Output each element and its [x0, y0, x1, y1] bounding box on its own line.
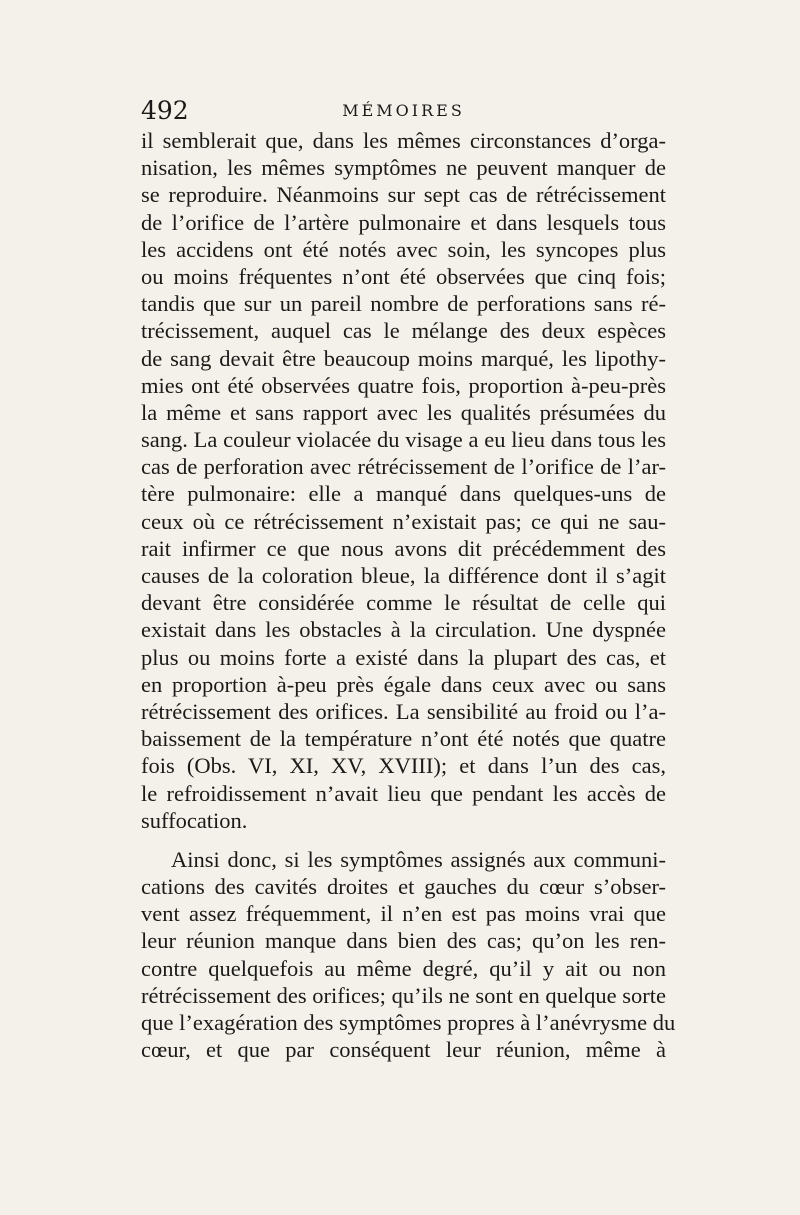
text-line: se reproduire. Néanmoins sur sept cas de rétrécissement — [141, 182, 666, 208]
text-line: trécissement, auquel cas le mélange des deux espèces — [141, 318, 666, 344]
text-line: de l’orifice de l’artère pulmonaire et dans lesquels tous — [141, 209, 666, 235]
body-text — [141, 127, 676, 1063]
running-head: MÉMOIRES — [342, 101, 465, 120]
text-line: suffocation. — [141, 807, 248, 833]
text-line: que l’exagération des symptômes propres à l’anévrysme du — [141, 1010, 676, 1035]
page-number: 492 — [141, 96, 189, 125]
text-line: les accidens ont été notés avec soin, les syncopes plus — [141, 236, 666, 262]
text-line: rétrécissement des orifices. La sensibilité au froid ou l’a- — [141, 698, 666, 724]
text-line: fois (Obs. VI, XI, XV, XVIII); et dans l’un des cas, — [141, 753, 666, 779]
page-header — [141, 96, 666, 130]
text-line: existait dans les obstacles à la circulation. Une dyspnée — [141, 617, 666, 643]
text-line: vent assez fréquemment, il n’en est pas moins vrai que — [141, 901, 666, 927]
text-line: plus ou moins forte a existé dans la plupart des cas, et — [141, 644, 666, 670]
text-line: leur réunion manque dans bien des cas; qu’on les ren- — [141, 928, 666, 954]
text-line: causes de la coloration bleue, la différence dont il s’agit — [141, 563, 666, 588]
text-line: ceux où ce rétrécissement n’existait pas; ce qui ne sau- — [141, 508, 666, 534]
text-line: tandis que sur un pareil nombre de perforations sans ré- — [141, 291, 666, 317]
text-line: cations des cavités droites et gauches du cœur s’obser- — [141, 874, 666, 900]
paragraph-gap — [141, 834, 666, 846]
text-line: tère pulmonaire: elle a manqué dans quelques-uns de — [141, 481, 666, 507]
text-line: devant être considérée comme le résultat de celle qui — [141, 590, 666, 616]
text-line: nisation, les mêmes symptômes ne peuvent manquer de — [141, 155, 666, 181]
text-line: rétrécissement des orifices; qu’ils ne sont en quelque sorte — [141, 982, 666, 1008]
text-line: en proportion à-peu près égale dans ceux avec ou sans — [141, 671, 666, 697]
text-line: baissement de la température n’ont été notés que quatre — [141, 726, 666, 752]
text-line: la même et sans rapport avec les qualités présumées du — [141, 399, 666, 425]
text-line: cas de perforation avec rétrécissement de l’orifice de l’ar- — [141, 454, 666, 480]
text-line: cœur, et que par conséquent leur réunion, même à — [141, 1037, 666, 1063]
text-line: mies ont été observées quatre fois, proportion à-peu-près — [141, 372, 666, 398]
paragraph-1 — [141, 127, 666, 834]
text-line: ou moins fréquentes n’ont été observées que cinq fois; — [141, 263, 666, 289]
text-line: contre quelquefois au même degré, qu’il y ait ou non — [141, 955, 666, 981]
text-line: Ainsi donc, si les symptômes assignés aux communi- — [171, 846, 666, 872]
text-line: sang. La couleur violacée du visage a eu lieu dans tous les — [141, 427, 666, 453]
text-line: rait infirmer ce que nous avons dit précédemment des — [141, 535, 666, 561]
paragraph-2 — [141, 846, 676, 1064]
text-line: il semblerait que, dans les mêmes circonstances d’orga- — [141, 128, 666, 153]
text-line: le refroidissement n’avait lieu que pendant les accès de — [141, 780, 666, 806]
text-line: de sang devait être beaucoup moins marqué, les lipothy- — [141, 345, 666, 371]
